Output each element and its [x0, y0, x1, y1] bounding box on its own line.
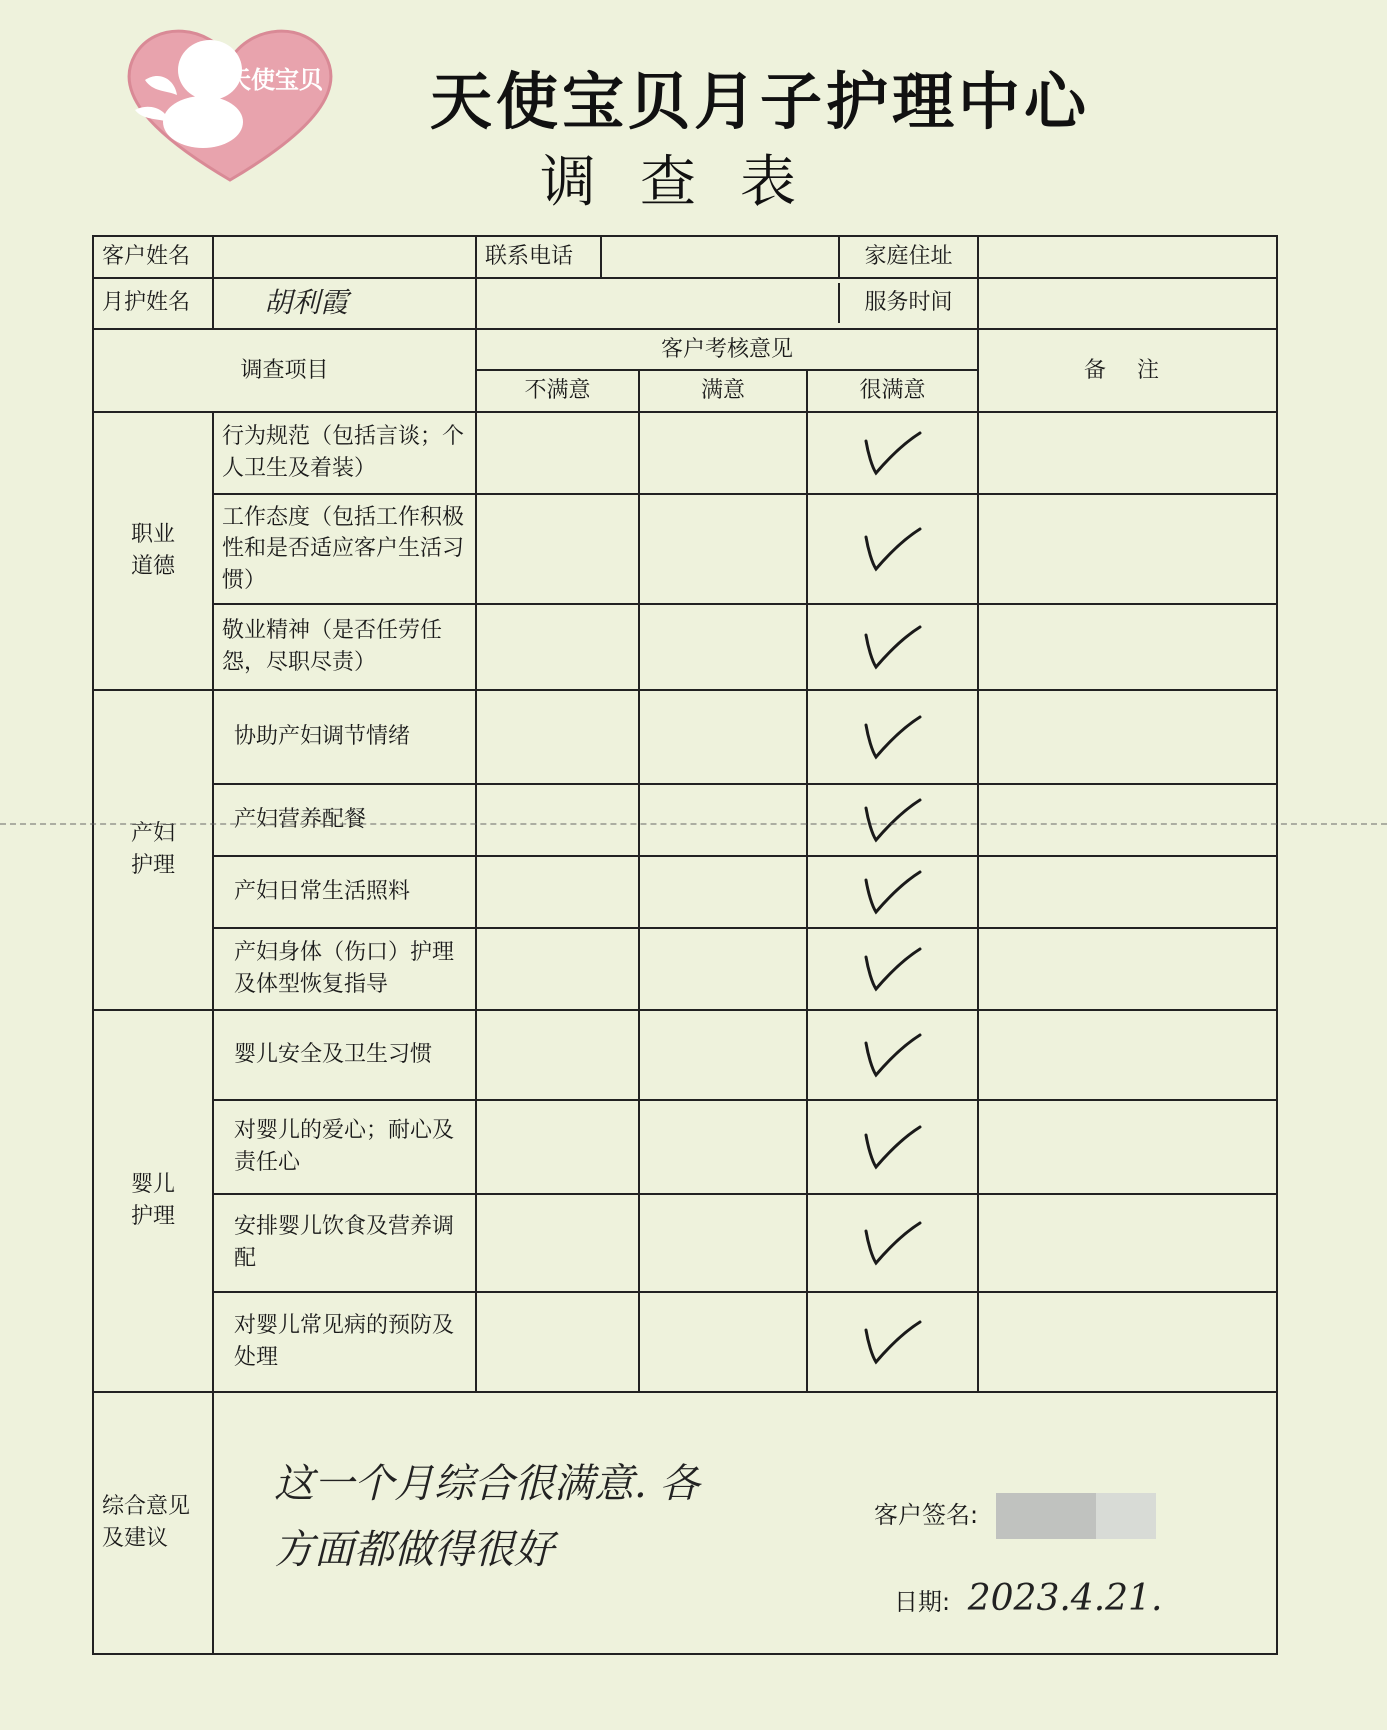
remarks-cell[interactable] [978, 494, 1277, 604]
rating-satisfied-cell[interactable] [639, 1292, 807, 1392]
remarks-cell[interactable] [978, 604, 1277, 690]
group-label: 职业 道德 [93, 412, 213, 690]
rating-dissatisfied-cell[interactable] [476, 784, 639, 856]
customer-name-field[interactable] [213, 236, 476, 278]
rating-dissatisfied-cell[interactable] [476, 690, 639, 784]
check-mark-icon [858, 866, 928, 918]
check-mark-icon [858, 621, 928, 673]
survey-table [92, 235, 1278, 1655]
rating-dissatisfied-cell[interactable] [476, 604, 639, 690]
remarks-cell[interactable] [978, 690, 1277, 784]
rating-satisfied-cell[interactable] [639, 1100, 807, 1194]
date-value: 2023.4.21. [967, 1578, 1163, 1620]
service-time-field[interactable] [978, 278, 1277, 329]
rating-dissatisfied-cell[interactable] [476, 412, 639, 494]
date-label: 日期: [894, 1588, 951, 1617]
rating-very-satisfied-cell[interactable] [807, 1010, 978, 1100]
signature-label: 客户签名: [874, 1501, 979, 1530]
rating-very-satisfied-cell[interactable] [807, 928, 978, 1010]
survey-item-label: 工作态度（包括工作积极性和是否适应客户生活习惯） [213, 494, 476, 604]
page-subtitle: 调查表 [540, 150, 840, 215]
survey-item-label: 产妇营养配餐 [213, 784, 476, 856]
check-mark-icon [858, 794, 928, 846]
rating-dissatisfied-cell[interactable] [476, 494, 639, 604]
opinion-group-header: 客户考核意见 [476, 329, 978, 371]
customer-name-label: 客户姓名 [93, 236, 213, 278]
rating-satisfied-cell[interactable] [639, 1194, 807, 1292]
rating-very-satisfied-cell[interactable] [807, 690, 978, 784]
phone-field[interactable] [602, 237, 840, 277]
remarks-cell[interactable] [978, 1194, 1277, 1292]
check-mark-icon [858, 1029, 928, 1081]
rating-very-satisfied-cell[interactable] [807, 1292, 978, 1392]
very-satisfied-header: 很满意 [807, 370, 978, 412]
summary-label: 综合意见 及建议 [93, 1392, 213, 1654]
satisfied-header: 满意 [639, 370, 807, 412]
check-mark-icon [858, 427, 928, 479]
address-label: 家庭住址 [864, 244, 953, 269]
group-label: 婴儿 护理 [93, 1010, 213, 1392]
survey-item-label: 产妇日常生活照料 [213, 856, 476, 928]
rating-dissatisfied-cell[interactable] [476, 1100, 639, 1194]
rating-very-satisfied-cell[interactable] [807, 1100, 978, 1194]
remarks-cell[interactable] [978, 928, 1277, 1010]
rating-very-satisfied-cell[interactable] [807, 412, 978, 494]
service-time-label: 服务时间 [864, 290, 953, 316]
remarks-cell[interactable] [978, 784, 1277, 856]
survey-item-label: 对婴儿的爱心；耐心及责任心 [213, 1100, 476, 1194]
rating-dissatisfied-cell[interactable] [476, 1010, 639, 1100]
nurse-name-field[interactable]: 胡利霞 [213, 278, 476, 329]
check-mark-icon [858, 523, 928, 575]
rating-satisfied-cell[interactable] [639, 690, 807, 784]
remarks-cell[interactable] [978, 1010, 1277, 1100]
survey-item-label: 敬业精神（是否任劳任怨，尽职尽责） [213, 604, 476, 690]
remarks-header: 备 注 [978, 329, 1277, 413]
logo-text: 天使宝贝 [227, 66, 323, 94]
rating-satisfied-cell[interactable] [639, 856, 807, 928]
rating-satisfied-cell[interactable] [639, 494, 807, 604]
signature-redacted-2 [1096, 1493, 1156, 1539]
phone-label: 联系电话 [477, 237, 602, 277]
survey-item-label: 安排婴儿饮食及营养调配 [213, 1194, 476, 1292]
comment-line-1: 这一个月综合很满意. 各 [274, 1461, 700, 1508]
rating-satisfied-cell[interactable] [639, 604, 807, 690]
survey-item-label: 婴儿安全及卫生习惯 [213, 1010, 476, 1100]
check-mark-icon [858, 943, 928, 995]
dissatisfied-header: 不满意 [476, 370, 639, 412]
rating-very-satisfied-cell[interactable] [807, 856, 978, 928]
rating-very-satisfied-cell[interactable] [807, 604, 978, 690]
date-area [894, 1573, 1162, 1625]
remarks-cell[interactable] [978, 856, 1277, 928]
survey-item-label: 协助产妇调节情绪 [213, 690, 476, 784]
check-mark-icon [858, 711, 928, 763]
remarks-cell[interactable] [978, 1100, 1277, 1194]
fold-crease [0, 823, 1387, 828]
survey-item-label: 对婴儿常见病的预防及处理 [213, 1292, 476, 1392]
check-mark-icon [858, 1121, 928, 1173]
rating-dissatisfied-cell[interactable] [476, 856, 639, 928]
rating-satisfied-cell[interactable] [639, 412, 807, 494]
remarks-cell[interactable] [978, 412, 1277, 494]
check-mark-icon [858, 1316, 928, 1368]
rating-dissatisfied-cell[interactable] [476, 928, 639, 1010]
page-title: 天使宝贝月子护理中心 [429, 65, 1090, 138]
rating-satisfied-cell[interactable] [639, 784, 807, 856]
signature-area [874, 1493, 1156, 1539]
survey-item-label: 行为规范（包括言谈；个人卫生及着装） [213, 412, 476, 494]
signature-redacted [996, 1493, 1096, 1539]
check-mark-icon [858, 1217, 928, 1269]
rating-very-satisfied-cell[interactable] [807, 494, 978, 604]
nurse-name-label: 月护姓名 [93, 278, 213, 329]
rating-dissatisfied-cell[interactable] [476, 1194, 639, 1292]
item-header: 调查项目 [93, 329, 476, 413]
rating-very-satisfied-cell[interactable] [807, 784, 978, 856]
summary-cell[interactable] [213, 1392, 1277, 1654]
remarks-cell[interactable] [978, 1292, 1277, 1392]
rating-dissatisfied-cell[interactable] [476, 1292, 639, 1392]
rating-satisfied-cell[interactable] [639, 928, 807, 1010]
angel-baby-logo [105, 10, 355, 190]
comment-line-2: 方面都做得很好 [274, 1527, 554, 1574]
rating-very-satisfied-cell[interactable] [807, 1194, 978, 1292]
group-label: 产妇 护理 [93, 690, 213, 1010]
rating-satisfied-cell[interactable] [639, 1010, 807, 1100]
nurse-extra-field[interactable] [477, 283, 840, 323]
survey-item-label: 产妇身体（伤口）护理及体型恢复指导 [213, 928, 476, 1010]
address-field[interactable] [978, 236, 1277, 278]
